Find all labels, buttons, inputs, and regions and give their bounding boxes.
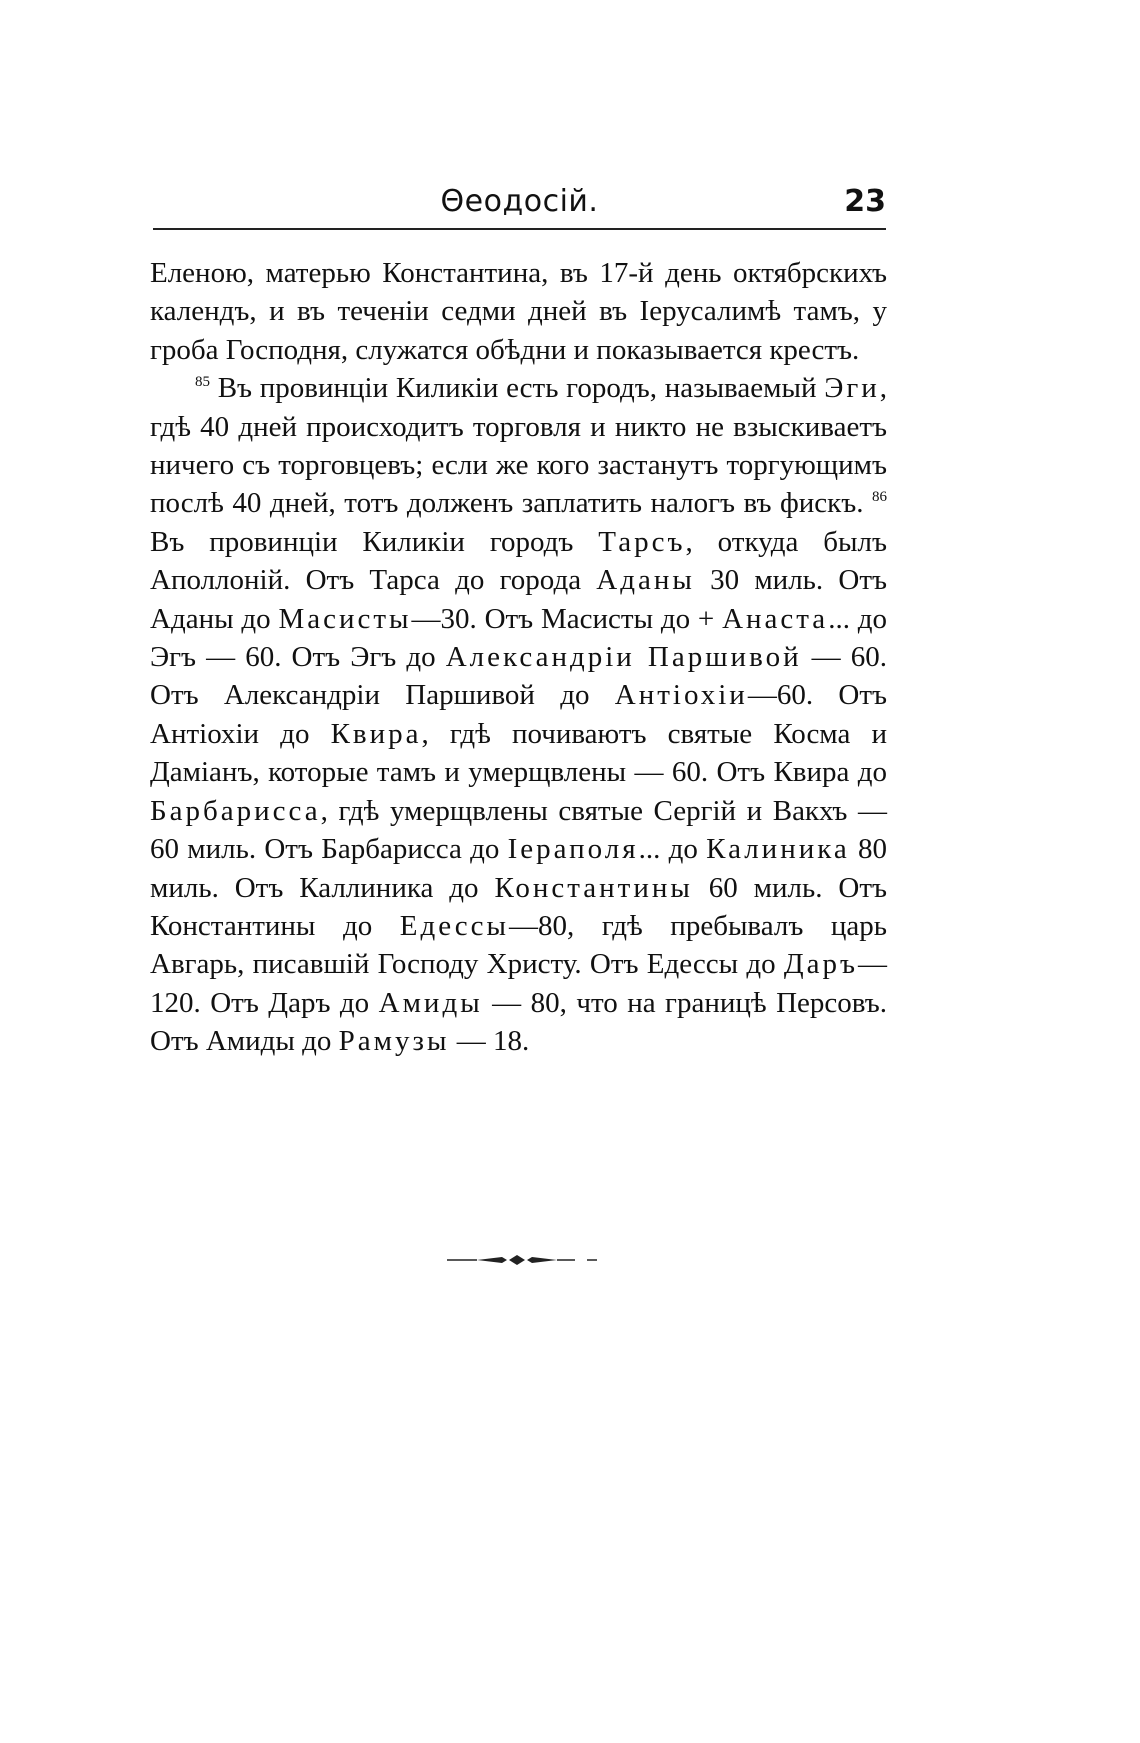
text-segment: , гдѣ почиваютъ святые Косма и Даміанъ, которые тамъ и умерщвлены — 60. Отъ Квира до — [150, 717, 887, 789]
place-name-anasta: Анаста — [722, 602, 829, 635]
place-name-kvir: Квира — [330, 717, 422, 750]
ornament-leaf-right — [527, 1257, 557, 1263]
place-name-konstantina: Константины — [494, 871, 693, 904]
footnote-marker-85: 85 — [195, 374, 210, 391]
place-name-edessa: Едессы — [399, 909, 510, 942]
text-segment: ... до — [638, 833, 707, 866]
running-title: Θеодосій. — [440, 184, 599, 219]
text-segment: , гдѣ умерщвлены святые Сергій и Вакхъ — 60 миль. Отъ Барбарисса до — [150, 794, 887, 866]
place-name-kallinik: Калиника — [706, 833, 850, 866]
text-segment: , откуда былъ Аполлоній. Отъ Тарса до города — [150, 525, 888, 597]
place-name-hierapol: Іераполя — [507, 833, 639, 866]
place-name-ramuza: Рамузы — [338, 1025, 450, 1058]
place-name-masista: Масисты — [278, 602, 412, 635]
header-rule — [153, 228, 886, 230]
text-segment: 80 миль. Отъ Каллиника до — [150, 833, 888, 904]
place-name-adana: Аданы — [596, 564, 695, 597]
text-segment: Въ провинціи Киликіи есть городъ, называемый — [217, 372, 825, 405]
footnote-marker-86: 86 — [872, 489, 887, 506]
place-name-tars: Тарсъ — [598, 525, 686, 558]
text-segment: — 18. — [449, 1025, 530, 1058]
place-name-dar: Даръ — [783, 948, 858, 981]
text-segment: , гдѣ 40 дней происходитъ торговля и никто не взыскиваетъ ничего съ торговцевъ; если же кого застанутъ торгующимъ послѣ 40 дней, тотъ долженъ заплатить налогъ въ фискъ. — [150, 372, 887, 520]
text-segment: —60. Отъ Антіохіи до — [150, 679, 887, 750]
ornament-leaf-left — [477, 1257, 507, 1263]
ornament-diamond — [509, 1255, 525, 1265]
body-text — [150, 254, 887, 1061]
page-number: 23 — [844, 184, 886, 219]
text-segment: — 80, что на границѣ Персовъ. Отъ Амиды до — [150, 986, 887, 1058]
end-ornament — [447, 1252, 597, 1268]
text-segment: ... до Эгъ — 60. Отъ Эгъ до — [150, 602, 887, 674]
text-segment: 30 миль. Отъ Аданы до — [150, 564, 887, 635]
place-name-antioch: Антіохіи — [614, 679, 748, 712]
text-segment: —80, гдѣ пребывалъ царь Авгарь, писавшій Господу Христу. Отъ Едессы до — [150, 909, 887, 981]
place-name-alexandria: Александріи Паршивой — [445, 641, 802, 674]
place-name-amida: Амиды — [378, 986, 483, 1019]
place-name-barbariss: Барбарисса — [150, 794, 321, 827]
text-segment: 60 миль. Отъ Константины до — [150, 871, 887, 942]
paragraph-2 — [150, 369, 887, 1060]
text-segment: Въ провинціи Киликіи городъ — [150, 525, 599, 558]
place-name-egi: Эги — [824, 372, 880, 405]
text-segment: —30. Отъ Масисты до + — [411, 602, 723, 635]
page-header — [153, 182, 886, 228]
text-segment: —120. Отъ Даръ до — [150, 948, 887, 1019]
text-segment: — 60. Отъ Александріи Паршивой до — [150, 641, 888, 712]
paragraph-1: Еленою, матерью Константина, въ 17-й день октябрскихъ календъ, и въ теченіи седми дней въ Іерусалимѣ тамъ, у гроба Господня, служатся обѣдни и показывается крестъ. — [150, 257, 887, 366]
